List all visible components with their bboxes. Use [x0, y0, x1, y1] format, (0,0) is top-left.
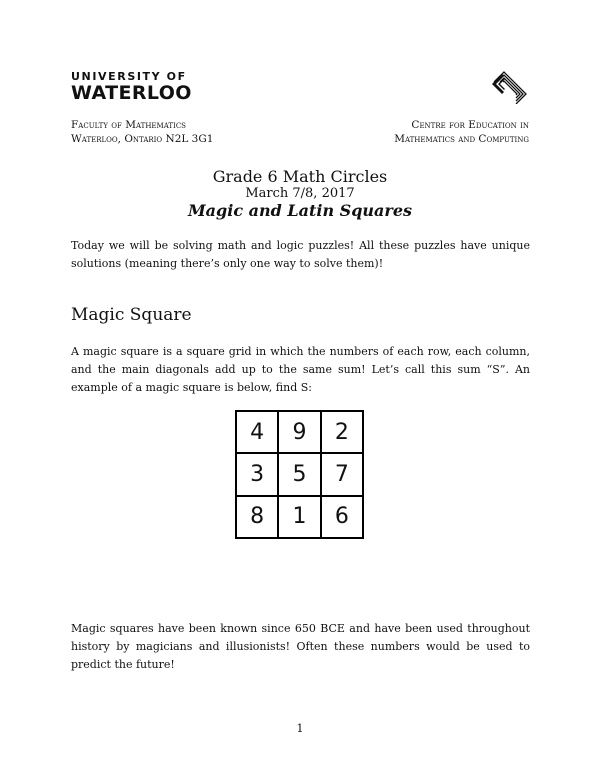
- faculty-name: Faculty of Mathematics: [71, 119, 186, 131]
- grid-cell: 9: [279, 412, 321, 454]
- topic-title: Magic and Latin Squares: [187, 201, 413, 220]
- history-paragraph: Magic squares have been known since 650 BCE and have been used throughout history by magicians and illusionists! Often these numbers would be used to predict the future!: [71, 622, 530, 671]
- centre-name-line-2: Mathematics and Computing: [394, 133, 529, 145]
- university-logo: [71, 71, 192, 103]
- centre-name-line-1: Centre for Education in: [411, 119, 529, 131]
- grid-cell: 4: [237, 412, 279, 454]
- grid-cell: 7: [322, 454, 364, 496]
- grid-cell: 5: [279, 454, 321, 496]
- faculty-address: [71, 118, 213, 146]
- grid-cell: 3: [237, 454, 279, 496]
- grid-cell: 1: [279, 497, 321, 539]
- logo-line-2: WATERLOO: [71, 82, 192, 104]
- section-heading: Magic Square: [71, 305, 192, 325]
- faculty-location: Waterloo, Ontario N2L 3G1: [71, 133, 214, 145]
- magic-square-grid: [235, 410, 364, 539]
- grid-cell: 8: [237, 497, 279, 539]
- centre-name: [394, 118, 529, 146]
- course-title: Grade 6 Math Circles: [212, 167, 388, 186]
- intro-paragraph: Today we will be solving math and logic puzzles! All these puzzles have unique solutions (meaning there’s only one way to solve them)!: [71, 239, 530, 270]
- grid-cell: 6: [322, 497, 364, 539]
- grid-cell: 2: [322, 412, 364, 454]
- cemc-logo-icon: [490, 68, 530, 104]
- definition-paragraph: A magic square is a square grid in which the numbers of each row, each column, and the main diagonals add up to the same sum! Let’s call this sum “S”. An example of a magic square is below, find S:: [71, 345, 530, 394]
- logo-line-1: UNIVERSITY OF: [71, 70, 187, 83]
- title-block: [0, 167, 600, 220]
- page-number: 1: [296, 722, 304, 735]
- session-date: March 7/8, 2017: [245, 186, 355, 201]
